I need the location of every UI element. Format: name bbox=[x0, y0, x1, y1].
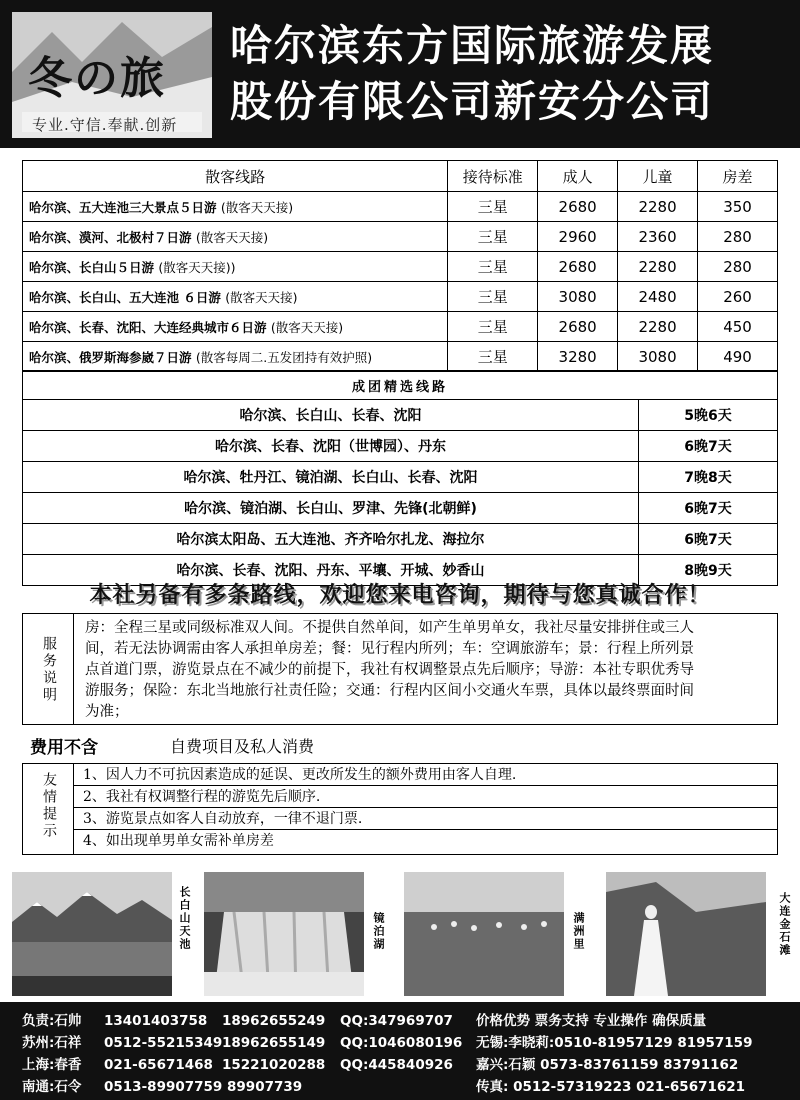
coastal-bride-image-icon bbox=[606, 872, 766, 996]
standard-cell: 三星 bbox=[448, 222, 538, 252]
table-row bbox=[23, 431, 778, 462]
standard-cell: 三星 bbox=[448, 342, 538, 372]
service-text bbox=[85, 618, 771, 723]
table-row bbox=[23, 282, 778, 312]
contact-phone: 0513-89907759 89907739 bbox=[104, 1079, 303, 1095]
service-description-box bbox=[22, 613, 778, 725]
table-header-row bbox=[23, 161, 778, 192]
group-days-cell: 6晚7天 bbox=[639, 431, 778, 462]
route-cell: 哈尔滨、漠河、北极村７日游 (散客天天接) bbox=[23, 222, 448, 252]
group-table-title: 成团精选线路 bbox=[23, 371, 778, 400]
contact-qq: QQ:445840926 bbox=[340, 1057, 453, 1073]
group-days-cell: 6晚7天 bbox=[639, 524, 778, 555]
contact-name: 上海:春香 bbox=[22, 1057, 82, 1073]
adult-price-cell: 3280 bbox=[538, 342, 618, 372]
group-route-cell: 哈尔滨、长白山、长春、沈阳 bbox=[23, 400, 639, 431]
child-price-cell: 2360 bbox=[618, 222, 698, 252]
contact-row bbox=[22, 1010, 782, 1032]
route-cell: 哈尔滨、长春、沈阳、大连经典城市６日游 (散客天天接) bbox=[23, 312, 448, 342]
route-cell: 哈尔滨、五大连池三大景点５日游 (散客天天接) bbox=[23, 192, 448, 222]
group-route-cell: 哈尔滨、牡丹江、镜泊湖、长白山、长春、沈阳 bbox=[23, 462, 639, 493]
route-cell: 哈尔滨、长白山、五大连池 ６日游 (散客天天接) bbox=[23, 282, 448, 312]
logo-title: 冬の旅 bbox=[28, 53, 166, 104]
photo-caption: 长白山天池 bbox=[178, 886, 191, 951]
group-title-row bbox=[23, 371, 778, 400]
group-days-cell: 6晚7天 bbox=[639, 493, 778, 524]
scatter-route-table bbox=[22, 160, 778, 372]
group-route-cell: 哈尔滨太阳岛、五大连池、齐齐哈尔扎龙、海拉尔 bbox=[23, 524, 639, 555]
service-line: 点首道门票，游览景点在不减少的前提下，我社有权调整景点先后顺序；导游：本社专职优秀导 bbox=[85, 662, 694, 678]
service-label-cell bbox=[23, 614, 74, 724]
contact-row bbox=[22, 1076, 782, 1098]
tip-item: 4、如出现单男单女需补单房差 bbox=[83, 833, 274, 849]
photo-manzhouli bbox=[404, 872, 564, 996]
contact-phone: 15221020288 bbox=[222, 1057, 326, 1073]
service-line: 房：全程三星或同级标准双人间。不提供自然单间，如产生单男单女，我社尽量安排拼住或三人 bbox=[85, 620, 694, 636]
service-line: 游服务；保险：东北当地旅行社责任险；交通：行程内区间小交通火车票，具体以最终票面时间 bbox=[85, 683, 694, 699]
mountain-lake-image-icon bbox=[12, 872, 172, 996]
adult-price-cell: 2680 bbox=[538, 312, 618, 342]
child-price-cell: 2280 bbox=[618, 252, 698, 282]
photo-changbaishan-tianchi bbox=[12, 872, 172, 996]
contact-row bbox=[22, 1032, 782, 1054]
tip-item: 2、我社有权调整行程的游览先后顺序. bbox=[73, 786, 777, 808]
header-route: 散客线路 bbox=[23, 161, 448, 192]
contact-row bbox=[22, 1054, 782, 1076]
contact-fax: 传真: 0512-57319223 021-65671621 bbox=[476, 1079, 746, 1095]
contact-extra: 嘉兴:石颖 0573-83761159 83791162 bbox=[476, 1057, 739, 1073]
group-route-cell: 哈尔滨、镜泊湖、长白山、罗津、先锋(北朝鲜) bbox=[23, 493, 639, 524]
adult-price-cell: 2680 bbox=[538, 252, 618, 282]
standard-cell: 三星 bbox=[448, 192, 538, 222]
table-row bbox=[23, 462, 778, 493]
contact-extra: 无锡:李晓莉:0510-81957129 81957159 bbox=[476, 1035, 753, 1051]
photo-jingpo-lake bbox=[204, 872, 364, 996]
tip-item: 3、游览景点如客人自动放弃，一律不退门票. bbox=[73, 808, 777, 830]
contact-qq: QQ:1046080196 bbox=[340, 1035, 463, 1051]
table-row bbox=[23, 312, 778, 342]
room-diff-cell: 280 bbox=[698, 252, 778, 282]
table-row bbox=[23, 342, 778, 372]
header-child: 儿童 bbox=[618, 161, 698, 192]
tips-label-cell bbox=[23, 764, 74, 854]
company-name-line1: 哈尔滨东方国际旅游发展 bbox=[230, 21, 715, 70]
logo bbox=[12, 12, 212, 138]
service-line: 为准； bbox=[85, 704, 129, 720]
contact-extra: 价格优势 票务支持 专业操作 确保质量 bbox=[476, 1013, 707, 1029]
header-standard: 接待标准 bbox=[448, 161, 538, 192]
group-days-cell: 8晚9天 bbox=[639, 555, 778, 586]
fee-text: 自费项目及私人消费 bbox=[170, 737, 315, 756]
header-room-diff: 房差 bbox=[698, 161, 778, 192]
photo-caption: 大连金石滩 bbox=[778, 892, 791, 957]
contact-phone: 0512-55215349 bbox=[104, 1035, 223, 1051]
room-diff-cell: 260 bbox=[698, 282, 778, 312]
group-route-cell: 哈尔滨、长春、沈阳（世博园）、丹东 bbox=[23, 431, 639, 462]
contact-phone: 13401403758 bbox=[104, 1013, 208, 1029]
room-diff-cell: 280 bbox=[698, 222, 778, 252]
adult-price-cell: 3080 bbox=[538, 282, 618, 312]
room-diff-cell: 350 bbox=[698, 192, 778, 222]
table-row bbox=[23, 192, 778, 222]
company-name bbox=[230, 18, 714, 130]
standard-cell: 三星 bbox=[448, 252, 538, 282]
contact-name: 苏州:石祥 bbox=[22, 1035, 82, 1051]
photo-caption: 镜泊湖 bbox=[372, 912, 385, 951]
route-cell: 哈尔滨、长白山５日游 (散客天天接)) bbox=[23, 252, 448, 282]
grassland-image-icon bbox=[404, 872, 564, 996]
table-row bbox=[23, 252, 778, 282]
room-diff-cell: 450 bbox=[698, 312, 778, 342]
fee-label: 费用不含 bbox=[30, 738, 98, 758]
adult-price-cell: 2680 bbox=[538, 192, 618, 222]
route-cell: 哈尔滨、俄罗斯海参崴７日游 (散客每周二.五发团持有效护照) bbox=[23, 342, 448, 372]
child-price-cell: 2280 bbox=[618, 312, 698, 342]
table-row bbox=[23, 524, 778, 555]
contact-phone: 18962655149 bbox=[222, 1035, 326, 1051]
waterfall-image-icon bbox=[204, 872, 364, 996]
header-banner bbox=[0, 0, 800, 148]
contact-phone: 021-65671468 bbox=[104, 1057, 213, 1073]
fee-excluded-row bbox=[22, 727, 778, 761]
logo-slogan: 专业.守信.奉献.创新 bbox=[32, 116, 178, 134]
company-name-line2: 股份有限公司新安分公司 bbox=[230, 77, 715, 126]
standard-cell: 三星 bbox=[448, 282, 538, 312]
contact-name: 南通:石令 bbox=[22, 1079, 82, 1095]
tips-label: 友情提示 bbox=[41, 772, 57, 840]
contact-name: 负责:石帅 bbox=[22, 1013, 82, 1029]
service-label: 服务说明 bbox=[41, 636, 57, 704]
service-line: 间，若无法协调需由客人承担单房差；餐：见行程内所列；车：空调旅游车；景：行程上所列景 bbox=[85, 641, 694, 657]
child-price-cell: 3080 bbox=[618, 342, 698, 372]
contact-qq: QQ:347969707 bbox=[340, 1013, 453, 1029]
child-price-cell: 2280 bbox=[618, 192, 698, 222]
friendly-tips-box bbox=[22, 763, 778, 855]
header-adult: 成人 bbox=[538, 161, 618, 192]
table-row bbox=[23, 400, 778, 431]
group-days-cell: 7晚8天 bbox=[639, 462, 778, 493]
room-diff-cell: 490 bbox=[698, 342, 778, 372]
photo-caption: 满洲里 bbox=[572, 912, 585, 951]
table-row bbox=[23, 493, 778, 524]
child-price-cell: 2480 bbox=[618, 282, 698, 312]
group-route-cell: 哈尔滨、长春、沈阳、丹东、平壤、开城、妙香山 bbox=[23, 555, 639, 586]
promo-slogan: 本社另备有多条路线，欢迎您来电咨询，期待与您真诚合作！ bbox=[89, 583, 711, 608]
group-route-table bbox=[22, 370, 778, 586]
table-row bbox=[23, 222, 778, 252]
contact-footer bbox=[0, 1002, 800, 1100]
photo-dalian-jinshitan bbox=[606, 872, 766, 996]
adult-price-cell: 2960 bbox=[538, 222, 618, 252]
tip-item: 1、因人力不可抗因素造成的延误、更改所发生的额外费用由客人自理. bbox=[73, 764, 777, 786]
contact-phone: 18962655249 bbox=[222, 1013, 326, 1029]
group-days-cell: 5晚6天 bbox=[639, 400, 778, 431]
standard-cell: 三星 bbox=[448, 312, 538, 342]
